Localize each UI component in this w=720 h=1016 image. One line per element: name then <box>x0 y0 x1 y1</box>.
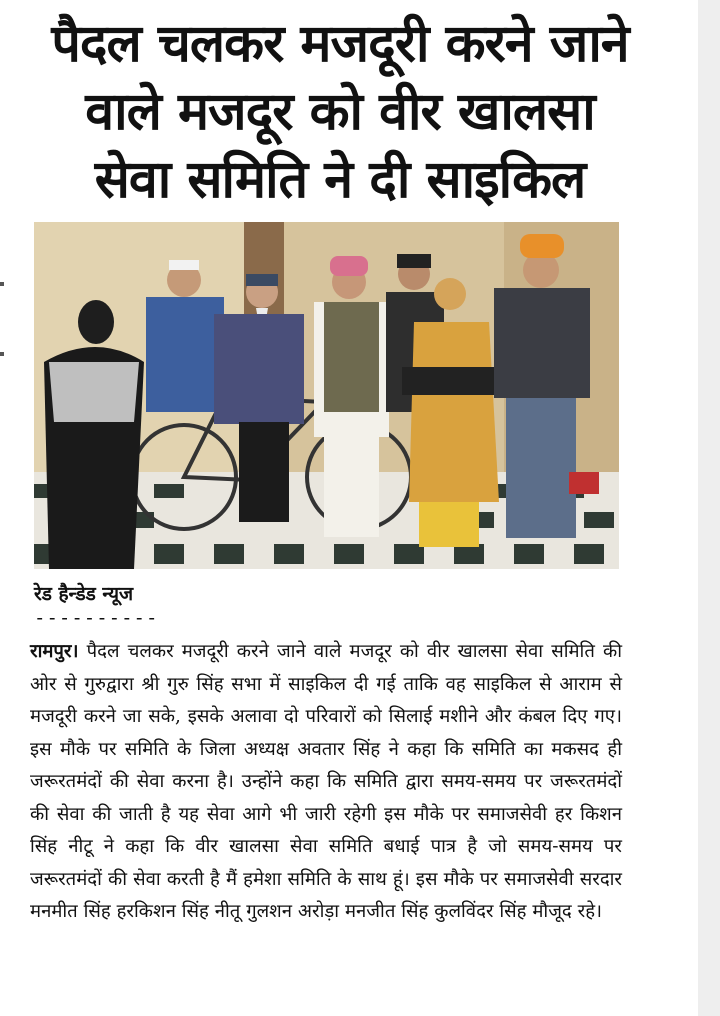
news-photo <box>34 222 619 569</box>
page-edge-strip <box>698 0 720 1016</box>
headline <box>20 10 660 214</box>
article-body <box>30 636 622 929</box>
edge-mark <box>0 282 4 286</box>
article-text: पैदल चलकर मजदूरी करने जाने वाले मजदूर को वीर खालसा सेवा समिति की ओर से गुरुद्वारा श्री गुरु सिंह सभा में साइकिल दी गई ताकि वह साइकिल से आराम से मजदूरी करने जा सके, इसके अलावा दो परिवारों को सिलाई मशीने और कंबल दिए गए। इस मौके पर समिति के जिला अध्यक्ष अवतार सिंह ने कहा कि समिति का मकसद ही जरूरतमंदों की सेवा करना है। उन्होंने कहा कि समिति द्वारा समय-समय पर जरूरतमंदों की सेवा की जाती है यह सेवा आगे भी जारी रहेगी इस मौके पर समाजसेवी हर किशन सिंह नीटू ने कहा कि वीर खालसा सेवा समिति बधाई पात्र है जो समय-समय पर जरूरतमंदों की सेवा करती है मैं हमेशा समिति के साथ हूं। इस मौके पर समाजसेवी सरदार मनमीत सिंह हरकिशन सिंह नीतू गुलशन अरोड़ा मनजीत सिंह कुलविंदर सिंह मौजूद रहे। <box>30 641 622 922</box>
article-dateline: रामपुर। <box>30 641 79 662</box>
photo-illustration <box>34 222 619 569</box>
headline-line-3: सेवा समिति ने दी साइकिल <box>94 150 586 210</box>
headline-line-1: पैदल चलकर मजदूरी करने जाने <box>51 14 629 74</box>
edge-mark <box>0 352 4 356</box>
separator-dashes: ---------- <box>34 607 159 629</box>
source-credit: रेड हैन्डेड न्यूज <box>34 583 134 605</box>
headline-line-2: वाले मजदूर को वीर खालसा <box>85 82 595 142</box>
